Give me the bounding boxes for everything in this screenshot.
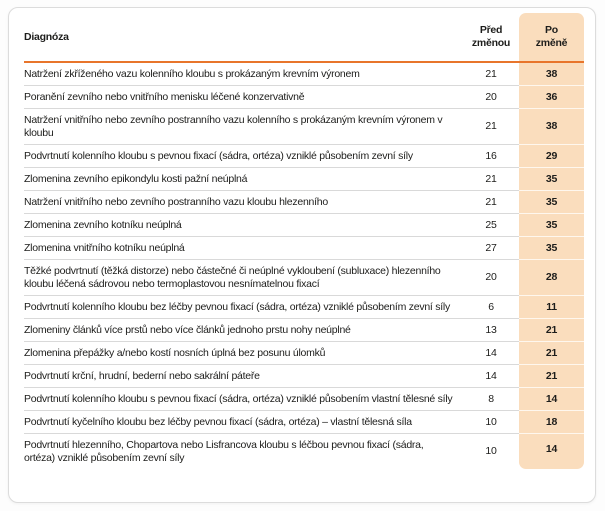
after-value-cell: 38 <box>519 109 584 145</box>
before-value-cell: 16 <box>463 145 519 168</box>
diagnosis-cell: Poranění zevního nebo vnitřního menisku léčené konzervativně <box>24 86 463 109</box>
diagnosis-cell: Zlomenina zevního epikondylu kosti pažní neúplná <box>24 168 463 191</box>
before-value-cell: 6 <box>463 296 519 319</box>
column-header-after-change <box>519 13 584 63</box>
before-value-cell: 21 <box>463 63 519 86</box>
diagnosis-cell: Podvrtnutí kyčelního kloubu bez léčby pevnou fixací (sádra, ortéza) – vlastní tělesná síla <box>24 411 463 434</box>
table-row <box>24 214 584 237</box>
before-value-cell: 20 <box>463 86 519 109</box>
table-row <box>24 388 584 411</box>
table-row <box>24 319 584 342</box>
diagnosis-cell: Zlomenina zevního kotníku neúplná <box>24 214 463 237</box>
table-row <box>24 260 584 296</box>
diagnosis-cell: Natržení vnitřního nebo zevního postranního vazu kolenního s prokázaným krevním výronem v kloubu <box>24 109 463 145</box>
before-value-cell: 10 <box>485 445 497 457</box>
diagnosis-table-card <box>8 7 596 503</box>
table-row <box>24 168 584 191</box>
after-value-cell: 11 <box>519 296 584 319</box>
diagnosis-cell: Zlomeniny článků více prstů nebo více článků jednoho prstu nohy neúplné <box>24 319 463 342</box>
table-row <box>24 342 584 365</box>
column-header-diagnosis: Diagnóza <box>24 13 463 63</box>
after-value-cell: 36 <box>519 86 584 109</box>
after-value-cell: 35 <box>519 214 584 237</box>
after-value-cell: 35 <box>519 237 584 260</box>
before-value-cell: 20 <box>463 260 519 296</box>
table-row <box>24 411 584 434</box>
diagnosis-cell: Těžké podvrtnutí (těžká distorze) nebo částečné či neúplné vykloubení (subluxace) hlezenního kloubu léčená sádrovou nebo termoplastovou nesnímatelnou fixací <box>24 260 463 296</box>
table-row <box>24 365 584 388</box>
diagnosis-cell: Podvrtnutí kolenního kloubu bez léčby pevnou fixací (sádra, ortéza) vzniklé působením zevní síly <box>24 296 463 319</box>
after-value-cell: 21 <box>519 342 584 365</box>
before-value-cell: 13 <box>463 319 519 342</box>
before-value-cell: 14 <box>463 365 519 388</box>
column-header-after-change-label: Po změně <box>535 24 568 49</box>
after-value-cell: 29 <box>519 145 584 168</box>
after-value-cell: 35 <box>519 191 584 214</box>
table-row <box>24 237 584 260</box>
after-value-cell: 14 <box>519 388 584 411</box>
after-value-cell: 14 <box>519 434 584 469</box>
before-value-cell: 21 <box>463 191 519 214</box>
diagnosis-cell: Podvrtnutí kolenního kloubu s pevnou fixací (sádra, ortéza) vzniklé působením zevní síly <box>24 145 463 168</box>
table-row <box>24 63 584 86</box>
before-value-cell: 14 <box>463 342 519 365</box>
after-value-cell: 35 <box>519 168 584 191</box>
diagnosis-cell: Zlomenina vnitřního kotníku neúplná <box>24 237 463 260</box>
after-value-cell: 18 <box>519 411 584 434</box>
column-header-before-change-label: Před změnou <box>471 24 511 49</box>
before-value-cell: 10 <box>463 411 519 434</box>
after-value-cell: 38 <box>519 63 584 86</box>
diagnosis-cell: Podvrtnutí krční, hrudní, bederní nebo sakrální páteře <box>24 365 463 388</box>
after-value-cell: 28 <box>519 260 584 296</box>
table-row <box>24 109 584 145</box>
before-value-cell: 21 <box>463 168 519 191</box>
diagnosis-table <box>24 13 584 469</box>
table-row <box>24 296 584 319</box>
after-value-cell: 21 <box>519 365 584 388</box>
after-value-cell: 21 <box>519 319 584 342</box>
table-row <box>24 145 584 168</box>
before-value-cell: 27 <box>463 237 519 260</box>
table-row <box>24 434 584 469</box>
column-header-before-change <box>463 13 519 63</box>
table-row <box>24 191 584 214</box>
diagnosis-cell: Podvrtnutí hlezenního, Chopartova nebo Lisfrancova kloubu s léčbou pevnou fixací (sádra, ortéza) vzniklé působením zevní síly <box>24 438 424 464</box>
before-value-cell: 8 <box>463 388 519 411</box>
table-row <box>24 86 584 109</box>
diagnosis-cell: Zlomenina přepážky a/nebo kostí nosních úplná bez posunu úlomků <box>24 342 463 365</box>
diagnosis-cell: Podvrtnutí kolenního kloubu s pevnou fixací (sádra, ortéza) vzniklé působením vlastní tělesné síly <box>24 388 463 411</box>
before-value-cell: 21 <box>463 109 519 145</box>
table-header-row <box>24 13 584 63</box>
before-value-cell: 25 <box>463 214 519 237</box>
diagnosis-cell: Natržení vnitřního nebo zevního postranního vazu kloubu hlezenního <box>24 191 463 214</box>
diagnosis-cell: Natržení zkříženého vazu kolenního kloubu s prokázaným krevním výronem <box>24 63 463 86</box>
